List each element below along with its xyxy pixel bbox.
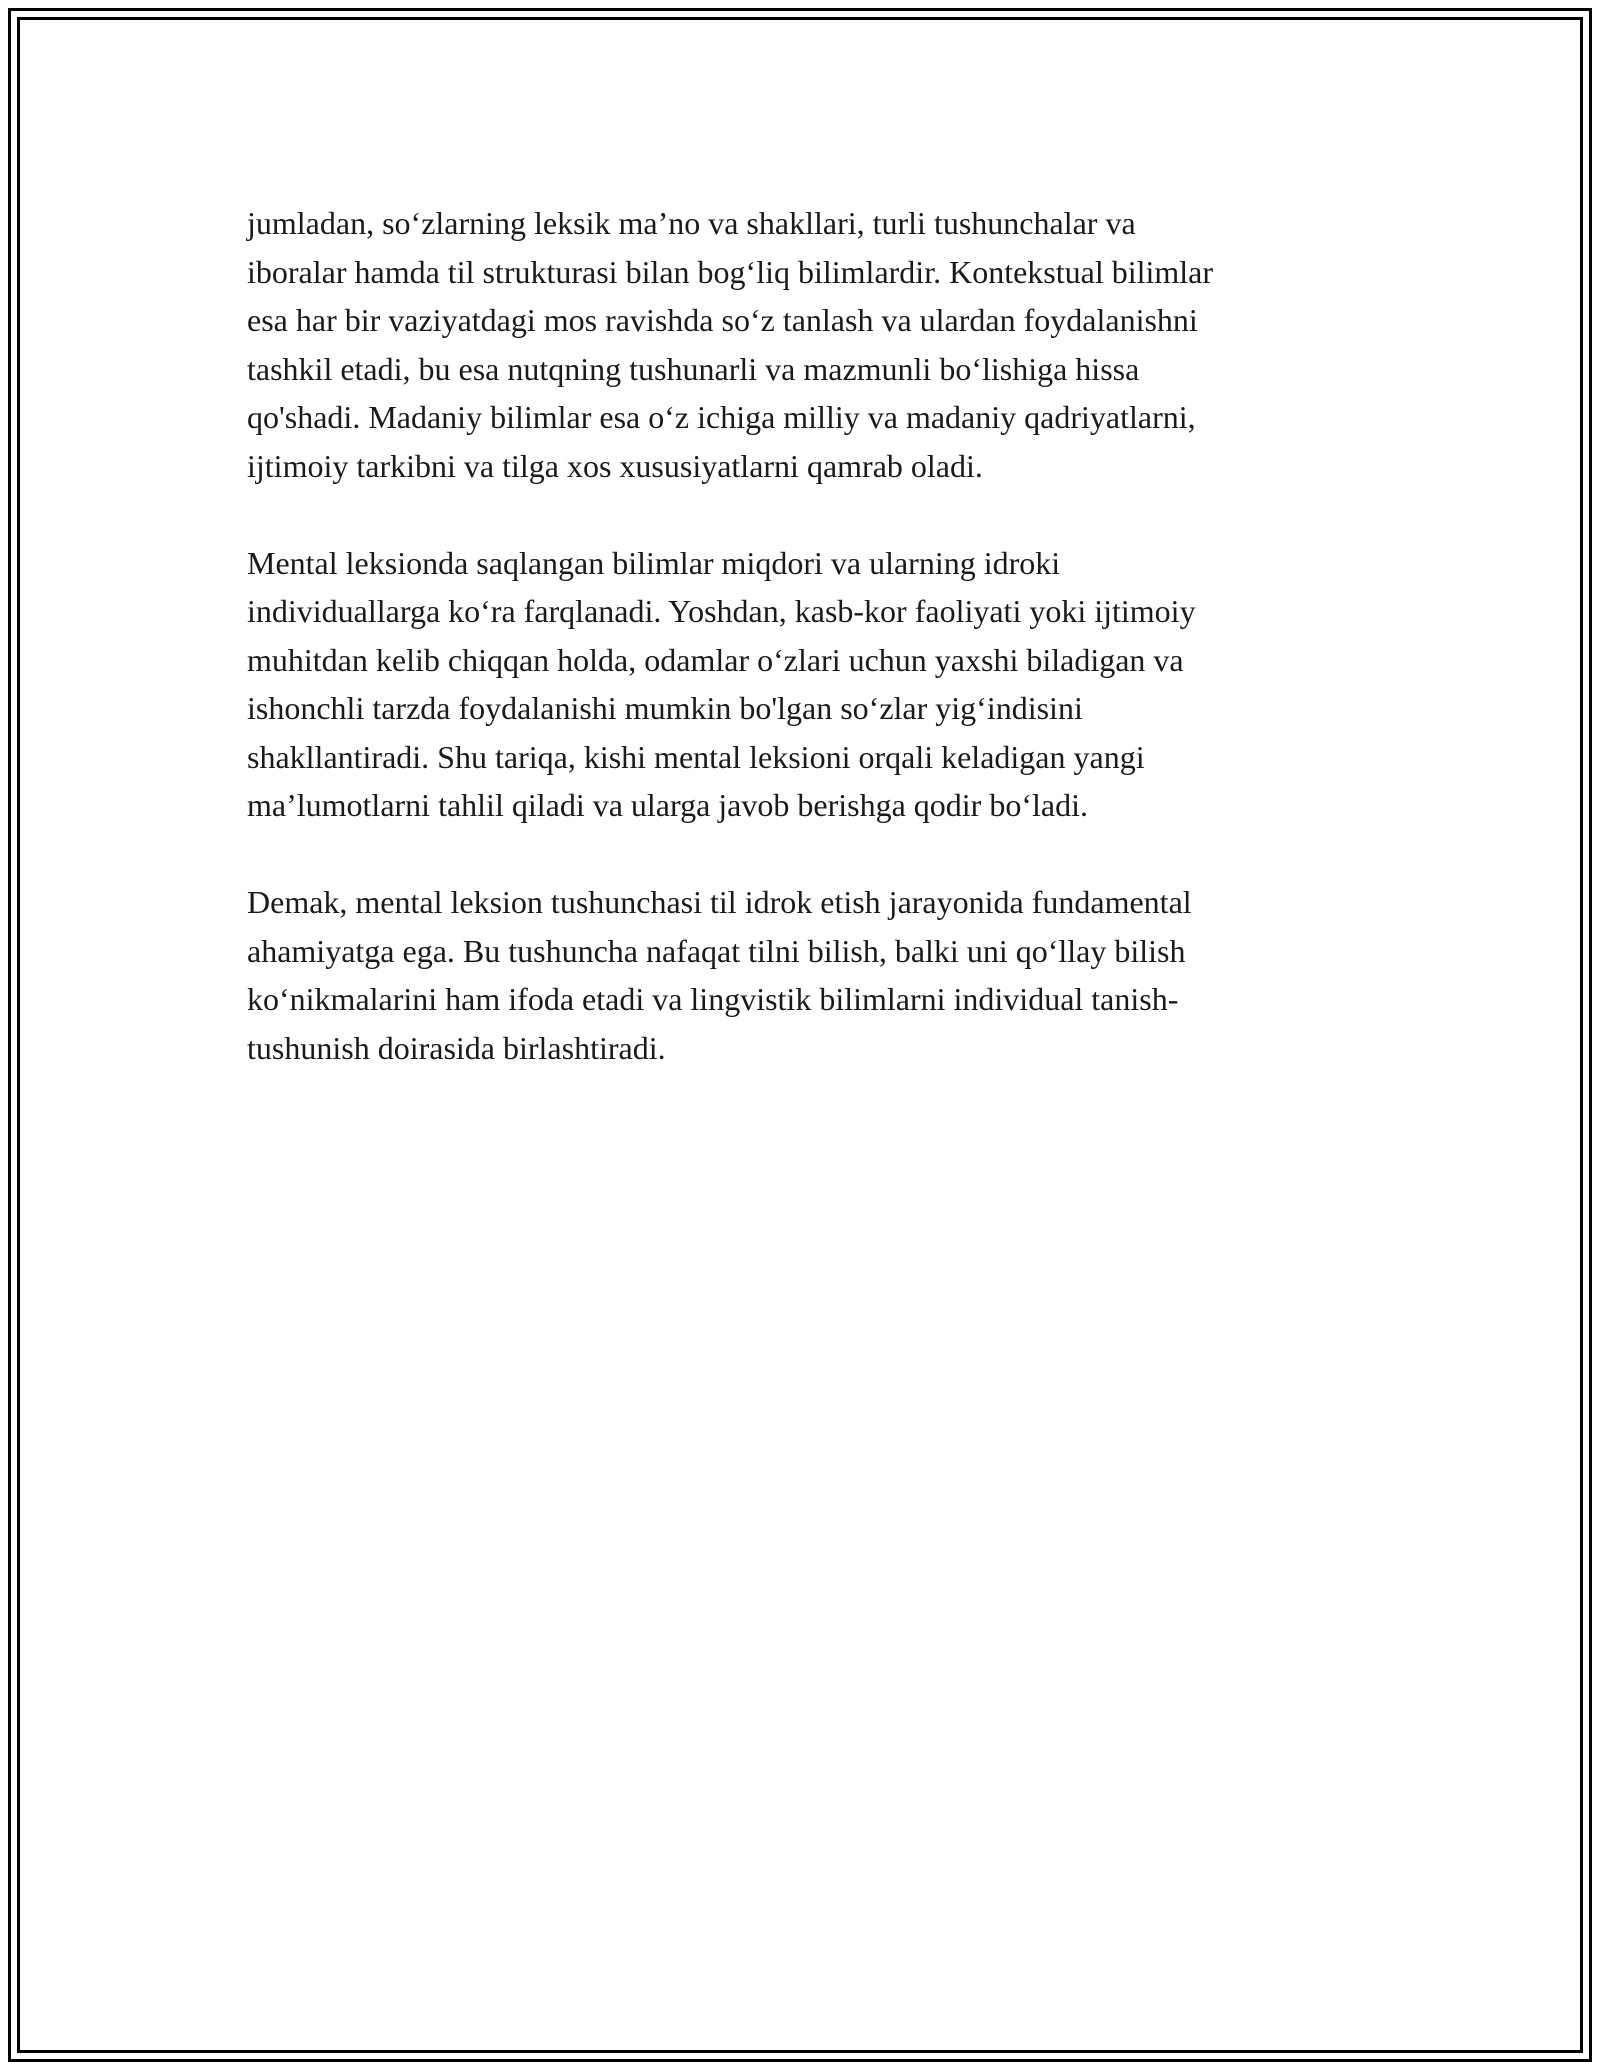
text-line: Demak, mental leksion tushunchasi til idrok etish jarayonida fundamental <box>247 884 1192 920</box>
text-line: iboralar hamda til strukturasi bilan bog‘liq bilimlardir. Kontekstual bilimlar <box>247 253 1214 290</box>
text-line: tashkil etadi, bu esa nutqning tushunarli va mazmunli bo‘lishiga hissa <box>247 350 1140 387</box>
text-line: Mental leksionda saqlangan bilimlar miqdori va ularning idroki <box>247 544 1061 581</box>
text-line: muhitdan kelib chiqqan holda, odamlar o‘zlari uchun yaxshi biladigan va <box>247 641 1184 678</box>
text-line: esa har bir vaziyatdagi mos ravishda so‘z tanlash va ulardan foydalanishni <box>247 302 1198 338</box>
text-line: tushunish doirasida birlashtiradi. <box>247 1029 666 1066</box>
text-line: individuallarga ko‘ra farqlanadi. Yoshdan, kasb-kor faoliyati yoki ijtimoiy <box>247 593 1196 629</box>
text-line: jumladan, so‘zlarning leksik ma’no va shakllari, turli tushunchalar va <box>247 205 1136 241</box>
text-line: ma’lumotlarni tahlil qiladi va ularga javob berishga qodir bo‘ladi. <box>247 787 1088 823</box>
text-line: qo'shadi. Madaniy bilimlar esa o‘z ichiga milliy va madaniy qadriyatlarni, <box>247 399 1196 435</box>
text-line: ijtimoiy tarkibni va tilga xos xususiyatlarni qamrab oladi. <box>247 447 983 484</box>
text-line: ishonchli tarzda foydalanishi mumkin bo'lgan so‘zlar yig‘indisini <box>247 690 1083 726</box>
paragraph-3 <box>247 878 1367 1072</box>
paragraph-1 <box>247 199 1367 490</box>
text-line: ahamiyatga ega. Bu tushuncha nafaqat tilni bilish, balki uni qo‘llay bilish <box>247 932 1186 969</box>
page-border <box>8 8 1592 2062</box>
body-text <box>247 199 1367 1121</box>
paragraph-2 <box>247 539 1367 830</box>
text-line: shakllantiradi. Shu tariqa, kishi mental leksioni orqali keladigan yangi <box>247 738 1145 775</box>
text-line: ko‘nikmalarini ham ifoda etadi va lingvistik bilimlarni individual tanish- <box>247 981 1179 1017</box>
